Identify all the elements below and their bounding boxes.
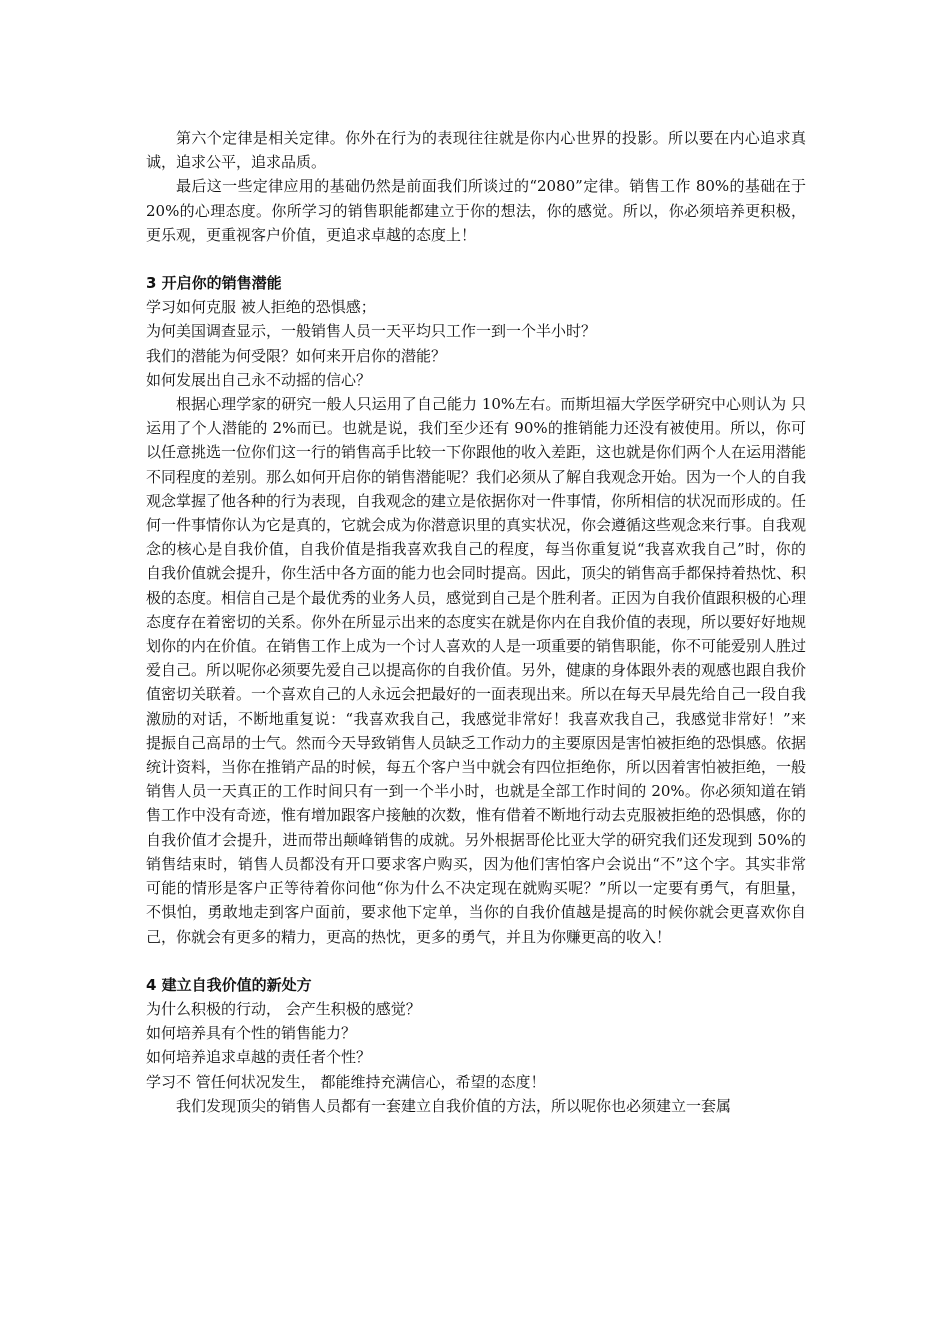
question-line: 学习如何克服 被人拒绝的恐惧感； [146,298,376,317]
question-line: 如何培养具有个性的销售能力？ [146,1024,357,1043]
section-heading-3: 3 开启你的销售潜能 [146,274,282,293]
section-heading-4: 4 建立自我价值的新处方 [146,975,312,994]
section-gap [146,949,806,973]
paragraph-2080-law: 最后这一些定律应用的基础仍然是前面我们所谈过的“2080”定律。销售工作 80%的基础在于 20%的心理态度。你所学习的销售职能都建立于你的想法，你的感觉。所以，你必须培养更积极，更乐观，更重视客户价值，更追求卓越的态度上！ [146,177,806,244]
question-line: 为何美国调查显示，一般销售人员一天平均只工作一到一个半小时？ [146,322,597,341]
question-line: 我们的潜能为何受限？如何来开启你的潜能？ [146,346,447,365]
document-page [146,126,806,1118]
question-line: 为什么积极的行动， 会产生积极的感觉？ [146,999,421,1018]
question-line: 学习不 管任何状况发生， 都能维持充满信心，希望的态度！ [146,1072,546,1091]
question-line: 如何发展出自己永不动摇的信心？ [146,370,372,389]
section-gap [146,247,806,271]
question-line: 如何培养追求卓越的责任者个性？ [146,1048,372,1067]
paragraph-self-worth: 我们发现顶尖的销售人员都有一套建立自我价值的方法，所以呢你也必须建立一套属 [176,1096,732,1115]
paragraph-related-law: 第六个定律是相关定律。你外在行为的表现往往就是你内心世界的投影。所以要在内心追求真诚，追求公平，追求品质。 [146,129,806,172]
paragraph-sales-potential: 根据心理学家的研究一般人只运用了自己能力 10%左右。而斯坦福大学医学研究中心则认为 只运用了个人潜能的 2%而已。也就是说，我们至少还有 90%的推销能力还没有被使用。所以，你可以任意挑选一位你们这一行的销售高手比较一下你跟他的收入差距，这也就是你们两个人在运用潜能不同程度的差别。那么如何开启你的销售潜能呢？我们必须从了解自我观念开始。因为一个人的自我观念掌握了他各种的行为表现，自我观念的建立是依据你对一件事情，你所相信的状况而形成的。任何一件事情你认为它是真的，它就会成为你潜意识里的真实状况，你会遵循这些观念来行事。自我观念的核心是自我价值，自我价值是指我喜欢我自己的程度，每当你重复说“我喜欢我自己”时，你的自我价值就会提升，你生活中各方面的能力也会同时提高。因此，顶尖的销售高手都保持着热忱、积极的态度。相信自己是个最优秀的业务人员，感觉到自己是个胜利者。正因为自我价值跟积极的心理态度存在着密切的关系。你外在所显示出来的态度实在就是你内在自我价值的表现，所以要好好地规划你的内在价值。在销售工作上成为一个讨人喜欢的人是一项重要的销售职能，你不可能爱别人胜过爱自己。所以呢你必须要先爱自己以提高你的自我价值。另外，健康的身体跟外表的观感也跟自我价值密切关联着。一个喜欢自己的人永远会把最好的一面表现出来。所以在每天早晨先给自己一段自我激励的对话，不断地重复说：“我喜欢我自己，我感觉非常好！我喜欢我自己，我感觉非常好！”来提振自己高昂的士气。然而今天导致销售人员缺乏工作动力的主要原因是害怕被拒绝的恐惧感。依据统计资料，当你在推销产品的时候，每五个客户当中就会有四位拒绝你，所以因着害怕被拒绝，一般销售人员一天真正的工作时间只有一到一个半小时，也就是全部工作时间的 20%。你必须知道在销售工作中没有奇迹，惟有增加跟客户接触的次数，惟有借着不断地行动去克服被拒绝的恐惧感，你的自我价值才会提升，进而带出颠峰销售的成就。另外根据哥伦比亚大学的研究我们还发现到 50%的销售结束时，销售人员都没有开口要求客户购买，因为他们害怕客户会说出“不”这个字。其实非常可能的情形是客户正等待着你问他“你为什么不决定现在就购买呢？”所以一定要有勇气，有胆量，不惧怕，勇敢地走到客户面前，要求他下定单，当你的自我价值越是提高的时候你就会更喜欢你自己，你就会有更多的精力，更高的热忱，更多的勇气，并且为你赚更高的收入！ [146,395,807,946]
